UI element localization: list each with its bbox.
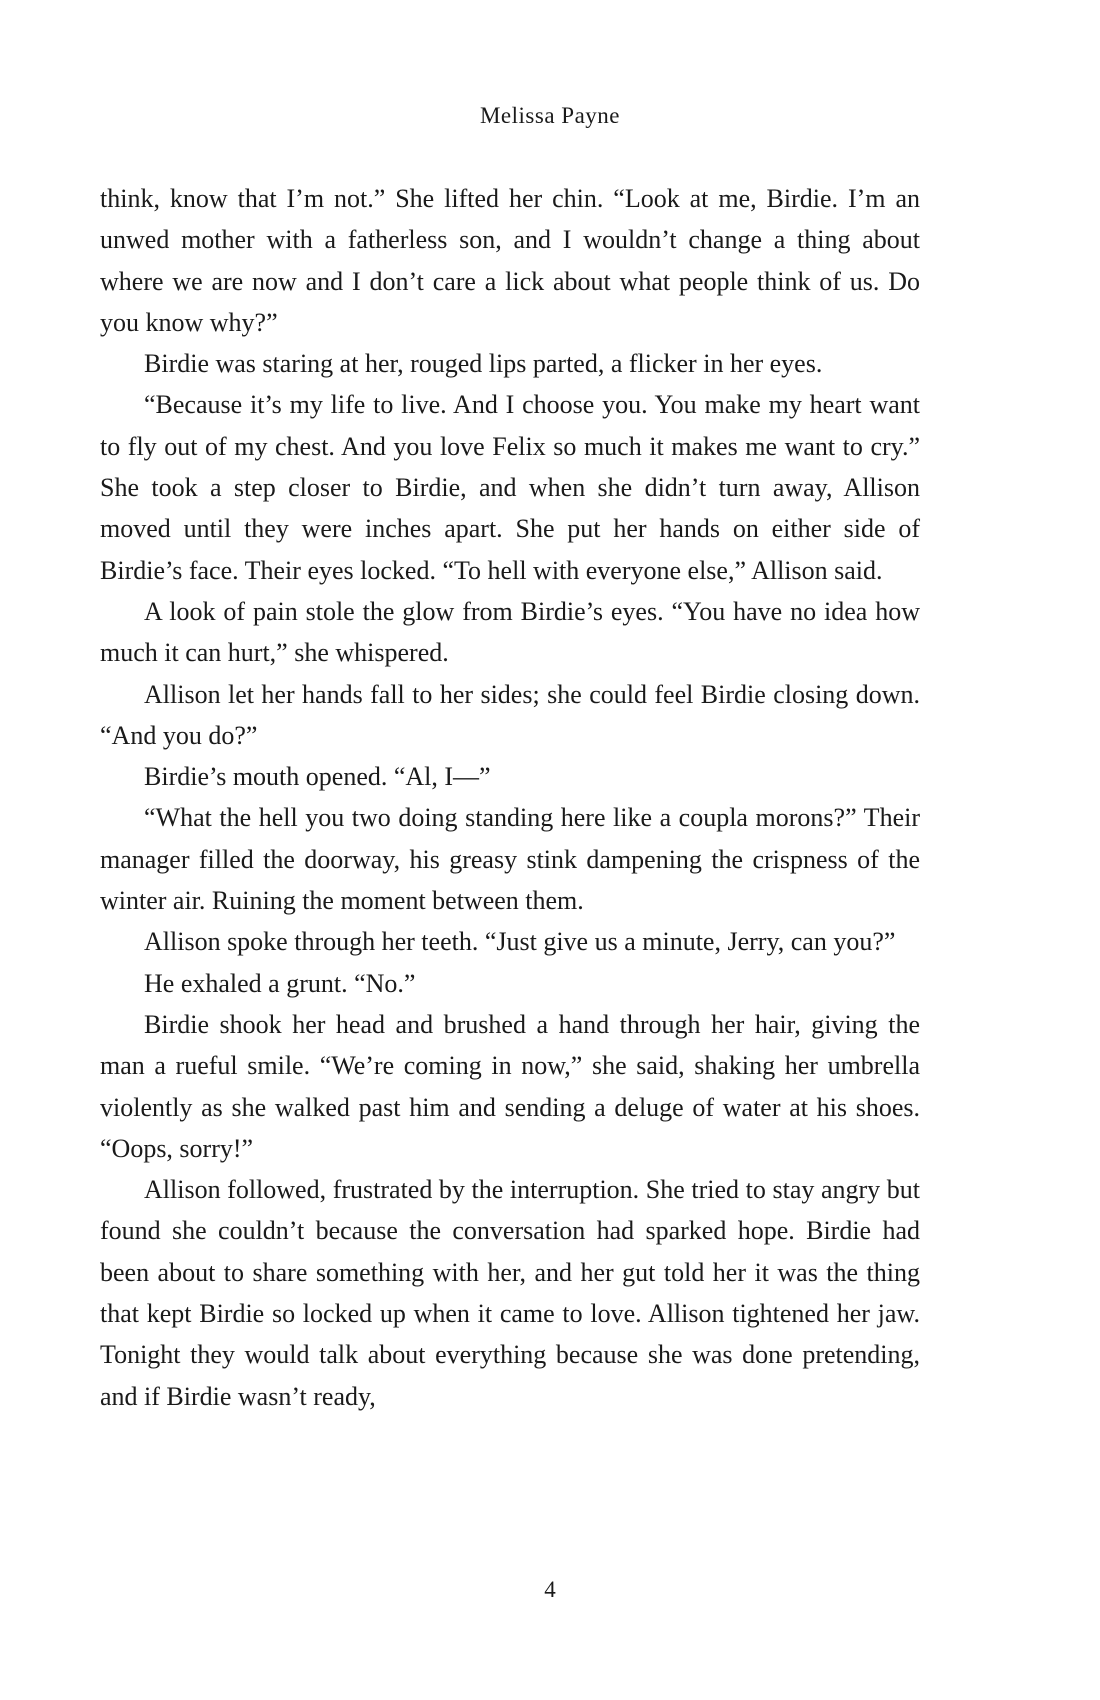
body-text (100, 178, 920, 1417)
page-number: 4 (544, 1577, 556, 1602)
paragraph: A look of pain stole the glow from Birdie’s eyes. “You have no idea how much it can hurt,” she whispered. (100, 596, 920, 668)
paragraph: He exhaled a grunt. “No.” (144, 968, 416, 998)
paragraph: Birdie’s mouth opened. “Al, I—” (144, 762, 491, 792)
paragraph: Allison spoke through her teeth. “Just give us a minute, Jerry, can you?” (144, 927, 896, 957)
paragraph: “What the hell you two doing standing here like a coupla morons?” Their manager filled the doorway, his greasy stink dampening the crispness of the winter air. Ruining the moment between them. (100, 803, 920, 916)
paragraph: Birdie shook her head and brushed a hand through her hair, giving the man a rueful smile. “We’re coming in now,” she said, shaking her umbrella violently as she walked past him and sending a deluge of water at his shoes. “Oops, sorry!” (100, 1009, 920, 1163)
paragraph: Allison let her hands fall to her sides; she could feel Birdie closing down. “And you do?” (100, 679, 920, 750)
running-head-author: Melissa Payne (479, 103, 620, 128)
paragraph-continued: think, know that I’m not.” She lifted her chin. “Look at me, Birdie. I’m an unwed mother with a fatherless son, and I wouldn’t change a thing about where we are now and I don’t care a lick about what people think of us. Do you know why?” (100, 184, 920, 337)
paragraph: Allison followed, frustrated by the interruption. She tried to stay angry but found she couldn’t because the conversation had sparked hope. Birdie had been about to share something with her, and her gut told her it was the thing that kept Birdie so locked up when it came to love. Allison tightened her jaw. Tonight they would talk about everything because she was done pretending, and if Birdie wasn’t ready, (100, 1175, 920, 1411)
paragraph: Birdie was staring at her, rouged lips parted, a flicker in her eyes. (144, 349, 823, 379)
paragraph: “Because it’s my life to live. And I choose you. You make my heart want to fly out of my chest. And you love Felix so much it makes me want to cry.” She took a step closer to Birdie, and when she didn’t turn away, Allison moved until they were inches apart. She put her hands on either side of Birdie’s face. Their eyes locked. “To hell with everyone else,” Allison said. (100, 390, 920, 585)
